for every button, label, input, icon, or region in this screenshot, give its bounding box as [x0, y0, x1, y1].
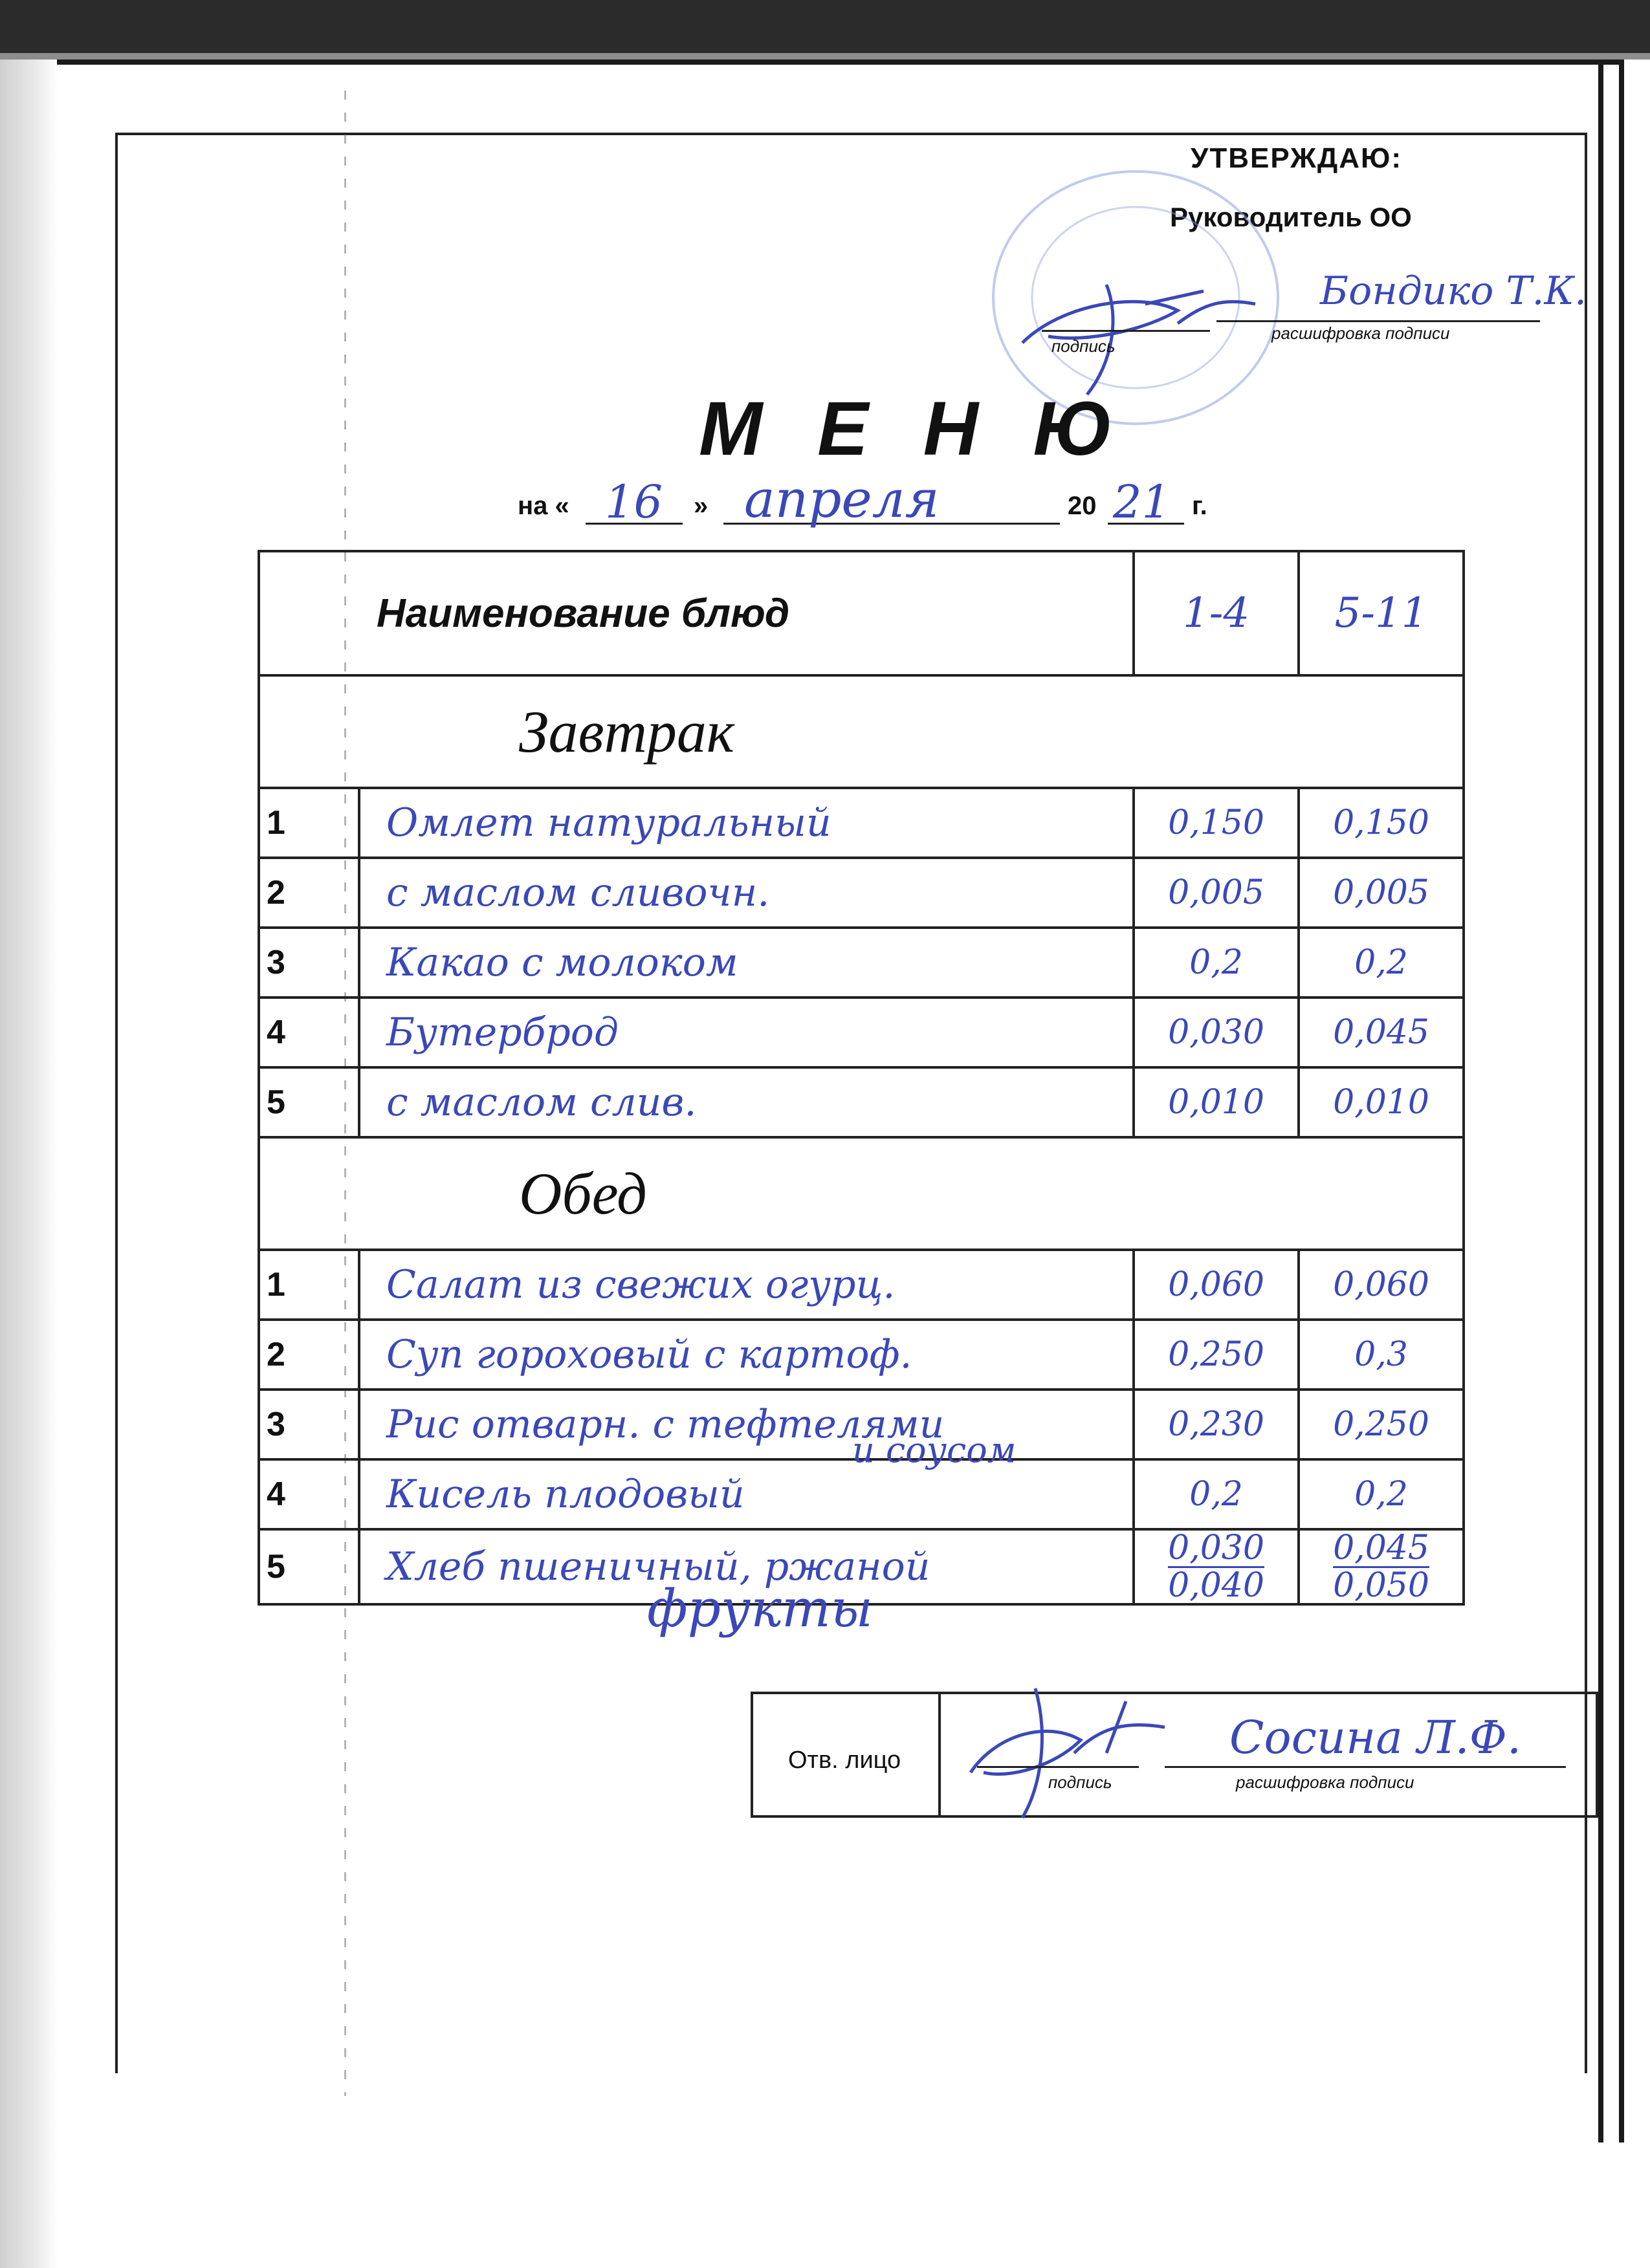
dish-name [359, 1390, 1134, 1470]
portion-group-2: 0,250 [1299, 1390, 1464, 1459]
dish-name: с маслом слив. [359, 1067, 1134, 1137]
approval-transcript-caption: расшифровка подписи [1271, 323, 1450, 343]
table-header-row [259, 551, 1464, 675]
portion-bread-group-1-a: 0,030 [1168, 1529, 1264, 1567]
portion-group-1: 0,005 [1134, 858, 1299, 928]
approval-signature [1009, 265, 1281, 401]
approval-signer-name: Бондико Т.К. [1320, 268, 1587, 314]
page-title: М Е Н Ю [699, 386, 1130, 472]
portion-group-1 [1134, 1529, 1299, 1604]
row-number: 2 [259, 1320, 359, 1390]
responsible-signature-caption: подпись [1048, 1772, 1112, 1792]
portion-group-1: 0,230 [1134, 1390, 1299, 1459]
portion-group-2: 0,060 [1299, 1250, 1464, 1320]
dish-name: Омлет натуральный [359, 788, 1134, 858]
portion-group-2 [1299, 1529, 1464, 1604]
portion-group-2: 0,150 [1299, 788, 1464, 858]
table-row [259, 788, 1464, 858]
row-number: 5 [259, 1067, 359, 1137]
dish-sauce-note: и соусом [852, 1430, 1017, 1470]
dish-name: Какао с молоком [359, 928, 1134, 998]
responsible-label: Отв. лицо [788, 1747, 901, 1774]
section-title-breakfast: Завтрак [259, 675, 1464, 788]
date-middle: » [694, 492, 709, 520]
header-age-group-1: 1-4 [1134, 551, 1299, 675]
row-number: 3 [259, 928, 359, 998]
table-row [259, 1067, 1464, 1137]
row-number: 4 [259, 1459, 359, 1529]
responsible-name: Сосина Л.Ф. [1229, 1711, 1522, 1764]
approval-signature-line [1042, 330, 1210, 332]
scan-border-top-shade [0, 53, 1650, 60]
scan-border-left [0, 60, 58, 2268]
date-year-suffix: 21 [1113, 475, 1171, 529]
portion-bread-group-2-a: 0,045 [1333, 1529, 1429, 1567]
approval-title: УТВЕРЖДАЮ: [1191, 142, 1403, 174]
portion-bread-group-2-b: 0,050 [1333, 1565, 1429, 1605]
date-year-prefix: 20 [1068, 492, 1097, 520]
dish-name: с маслом сливочн. [359, 858, 1134, 928]
portion-group-1: 0,060 [1134, 1250, 1299, 1320]
row-number: 1 [259, 1250, 359, 1320]
portion-group-1: 0,150 [1134, 788, 1299, 858]
portion-bread-group-1-b: 0,040 [1168, 1565, 1264, 1605]
table-row [259, 1459, 1464, 1529]
table-row [259, 1320, 1464, 1390]
portion-group-1: 0,250 [1134, 1320, 1299, 1390]
responsible-box-divider [938, 1692, 941, 1818]
dish-name: Бутерброд [359, 998, 1134, 1067]
date-month: апреля [744, 469, 940, 529]
portion-group-2: 0,005 [1299, 858, 1464, 928]
date-suffix: г. [1192, 492, 1207, 520]
responsible-signature [958, 1675, 1191, 1824]
dish-name-text: Рис отварн. с тефтелями [386, 1402, 945, 1447]
portion-group-1: 0,2 [1134, 928, 1299, 998]
dish-name: Кисель плодовый [359, 1459, 1134, 1529]
portion-group-2: 0,010 [1299, 1067, 1464, 1137]
table-row [259, 998, 1464, 1067]
date-day: 16 [605, 475, 663, 529]
portion-group-2: 0,2 [1299, 928, 1464, 998]
portion-group-1: 0,2 [1134, 1459, 1299, 1529]
section-row-lunch [259, 1137, 1464, 1250]
table-row [259, 858, 1464, 928]
approval-transcript-line [1216, 320, 1540, 322]
approval-role: Руководитель ОО [1170, 202, 1412, 232]
row-number: 2 [259, 858, 359, 928]
scan-border-top [0, 0, 1650, 53]
dish-name: Суп гороховый с картоф. [359, 1320, 1134, 1390]
portion-group-2: 0,2 [1299, 1459, 1464, 1529]
dish-name: Салат из свежих огурц. [359, 1250, 1134, 1320]
row-number: 5 [259, 1529, 359, 1604]
section-row-breakfast [259, 675, 1464, 788]
responsible-transcript-caption: расшифровка подписи [1236, 1772, 1414, 1792]
responsible-transcript-line [1165, 1766, 1566, 1768]
portion-group-1: 0,030 [1134, 998, 1299, 1067]
table-row [259, 928, 1464, 998]
menu-table [258, 550, 1465, 1606]
portion-group-2: 0,3 [1299, 1320, 1464, 1390]
approval-signature-caption: подпись [1051, 336, 1116, 356]
responsible-signature-line [977, 1766, 1139, 1768]
header-age-group-2: 5-11 [1299, 551, 1464, 675]
row-number: 1 [259, 788, 359, 858]
header-dish-name: Наименование блюд [259, 551, 1134, 675]
row-number: 4 [259, 998, 359, 1067]
portion-group-2: 0,045 [1299, 998, 1464, 1067]
row-number: 3 [259, 1390, 359, 1459]
table-row [259, 1250, 1464, 1320]
fruits-note: фрукты [647, 1578, 874, 1639]
date-prefix: на « [518, 492, 569, 520]
table-row [259, 1390, 1464, 1459]
page-frame-right-edge [1598, 60, 1603, 2143]
portion-group-1: 0,010 [1134, 1067, 1299, 1137]
dish-name: Хлеб пшеничный, ржаной [359, 1529, 1134, 1604]
section-title-lunch: Обед [259, 1137, 1464, 1250]
